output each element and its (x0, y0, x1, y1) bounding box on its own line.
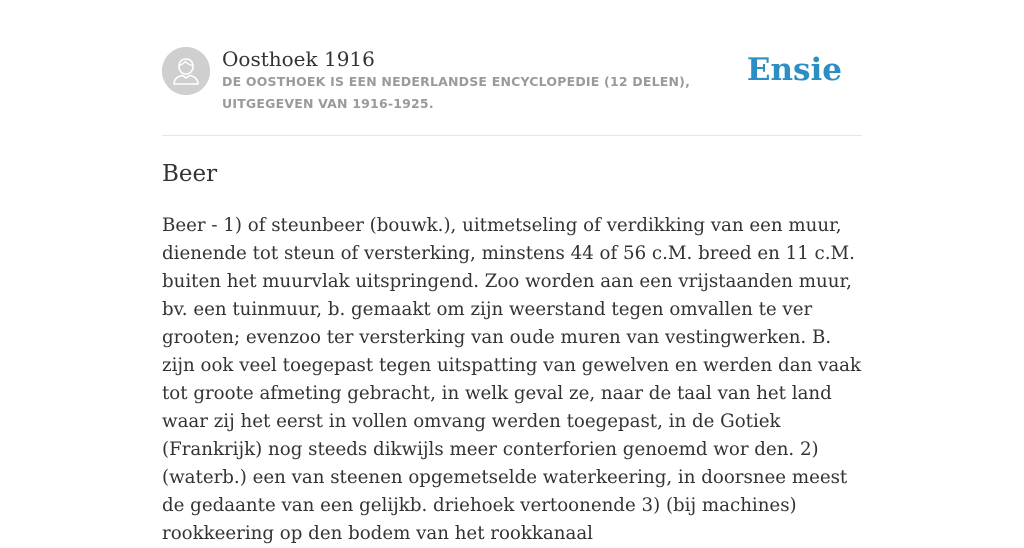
article-title: Beer (162, 161, 218, 187)
source-name[interactable]: Oosthoek 1916 (222, 47, 375, 71)
ensie-logo[interactable]: Ensie (746, 52, 842, 88)
source-description: DE OOSTHOEK IS EEN NEDERLANDSE ENCYCLOPEDIE (12 DELEN), UITGEGEVEN VAN 1916-1925. (222, 74, 691, 111)
article-body: Beer - 1) of steunbeer (bouwk.), uitmetseling of verdikking van een muur, dienende tot steun of versterking, minstens 44 of 56 c.M. breed en 11 c.M. buiten het muurvlak uitspringend. Zoo worden aan een vrijstaanden muur, bv. een tuinmuur, b. gemaakt om zijn weerstand tegen omvallen te ver grooten; evenzoo ter versterking van oude muren van vestingwerken. B. zijn ook veel toegepast tegen uitspatting van gewelven en werden dan vaak tot groote afmeting gebracht, in welk geval ze, naar de taal van het land waar zij het eerst in vollen omvang werden toegepast, in de Gotiek (Frankrijk) nog steeds dikwijls meer conterforien genoemd wor den. 2) (waterb.) een van steenen opgemetselde waterkeering, in doorsnee meest de gedaante van een gelijkb. driehoek vertoonende 3) (bij machines) rookkeering op den bodem van het rookkanaal (162, 215, 862, 544)
source-header (162, 46, 862, 136)
user-avatar-icon[interactable] (162, 47, 210, 95)
